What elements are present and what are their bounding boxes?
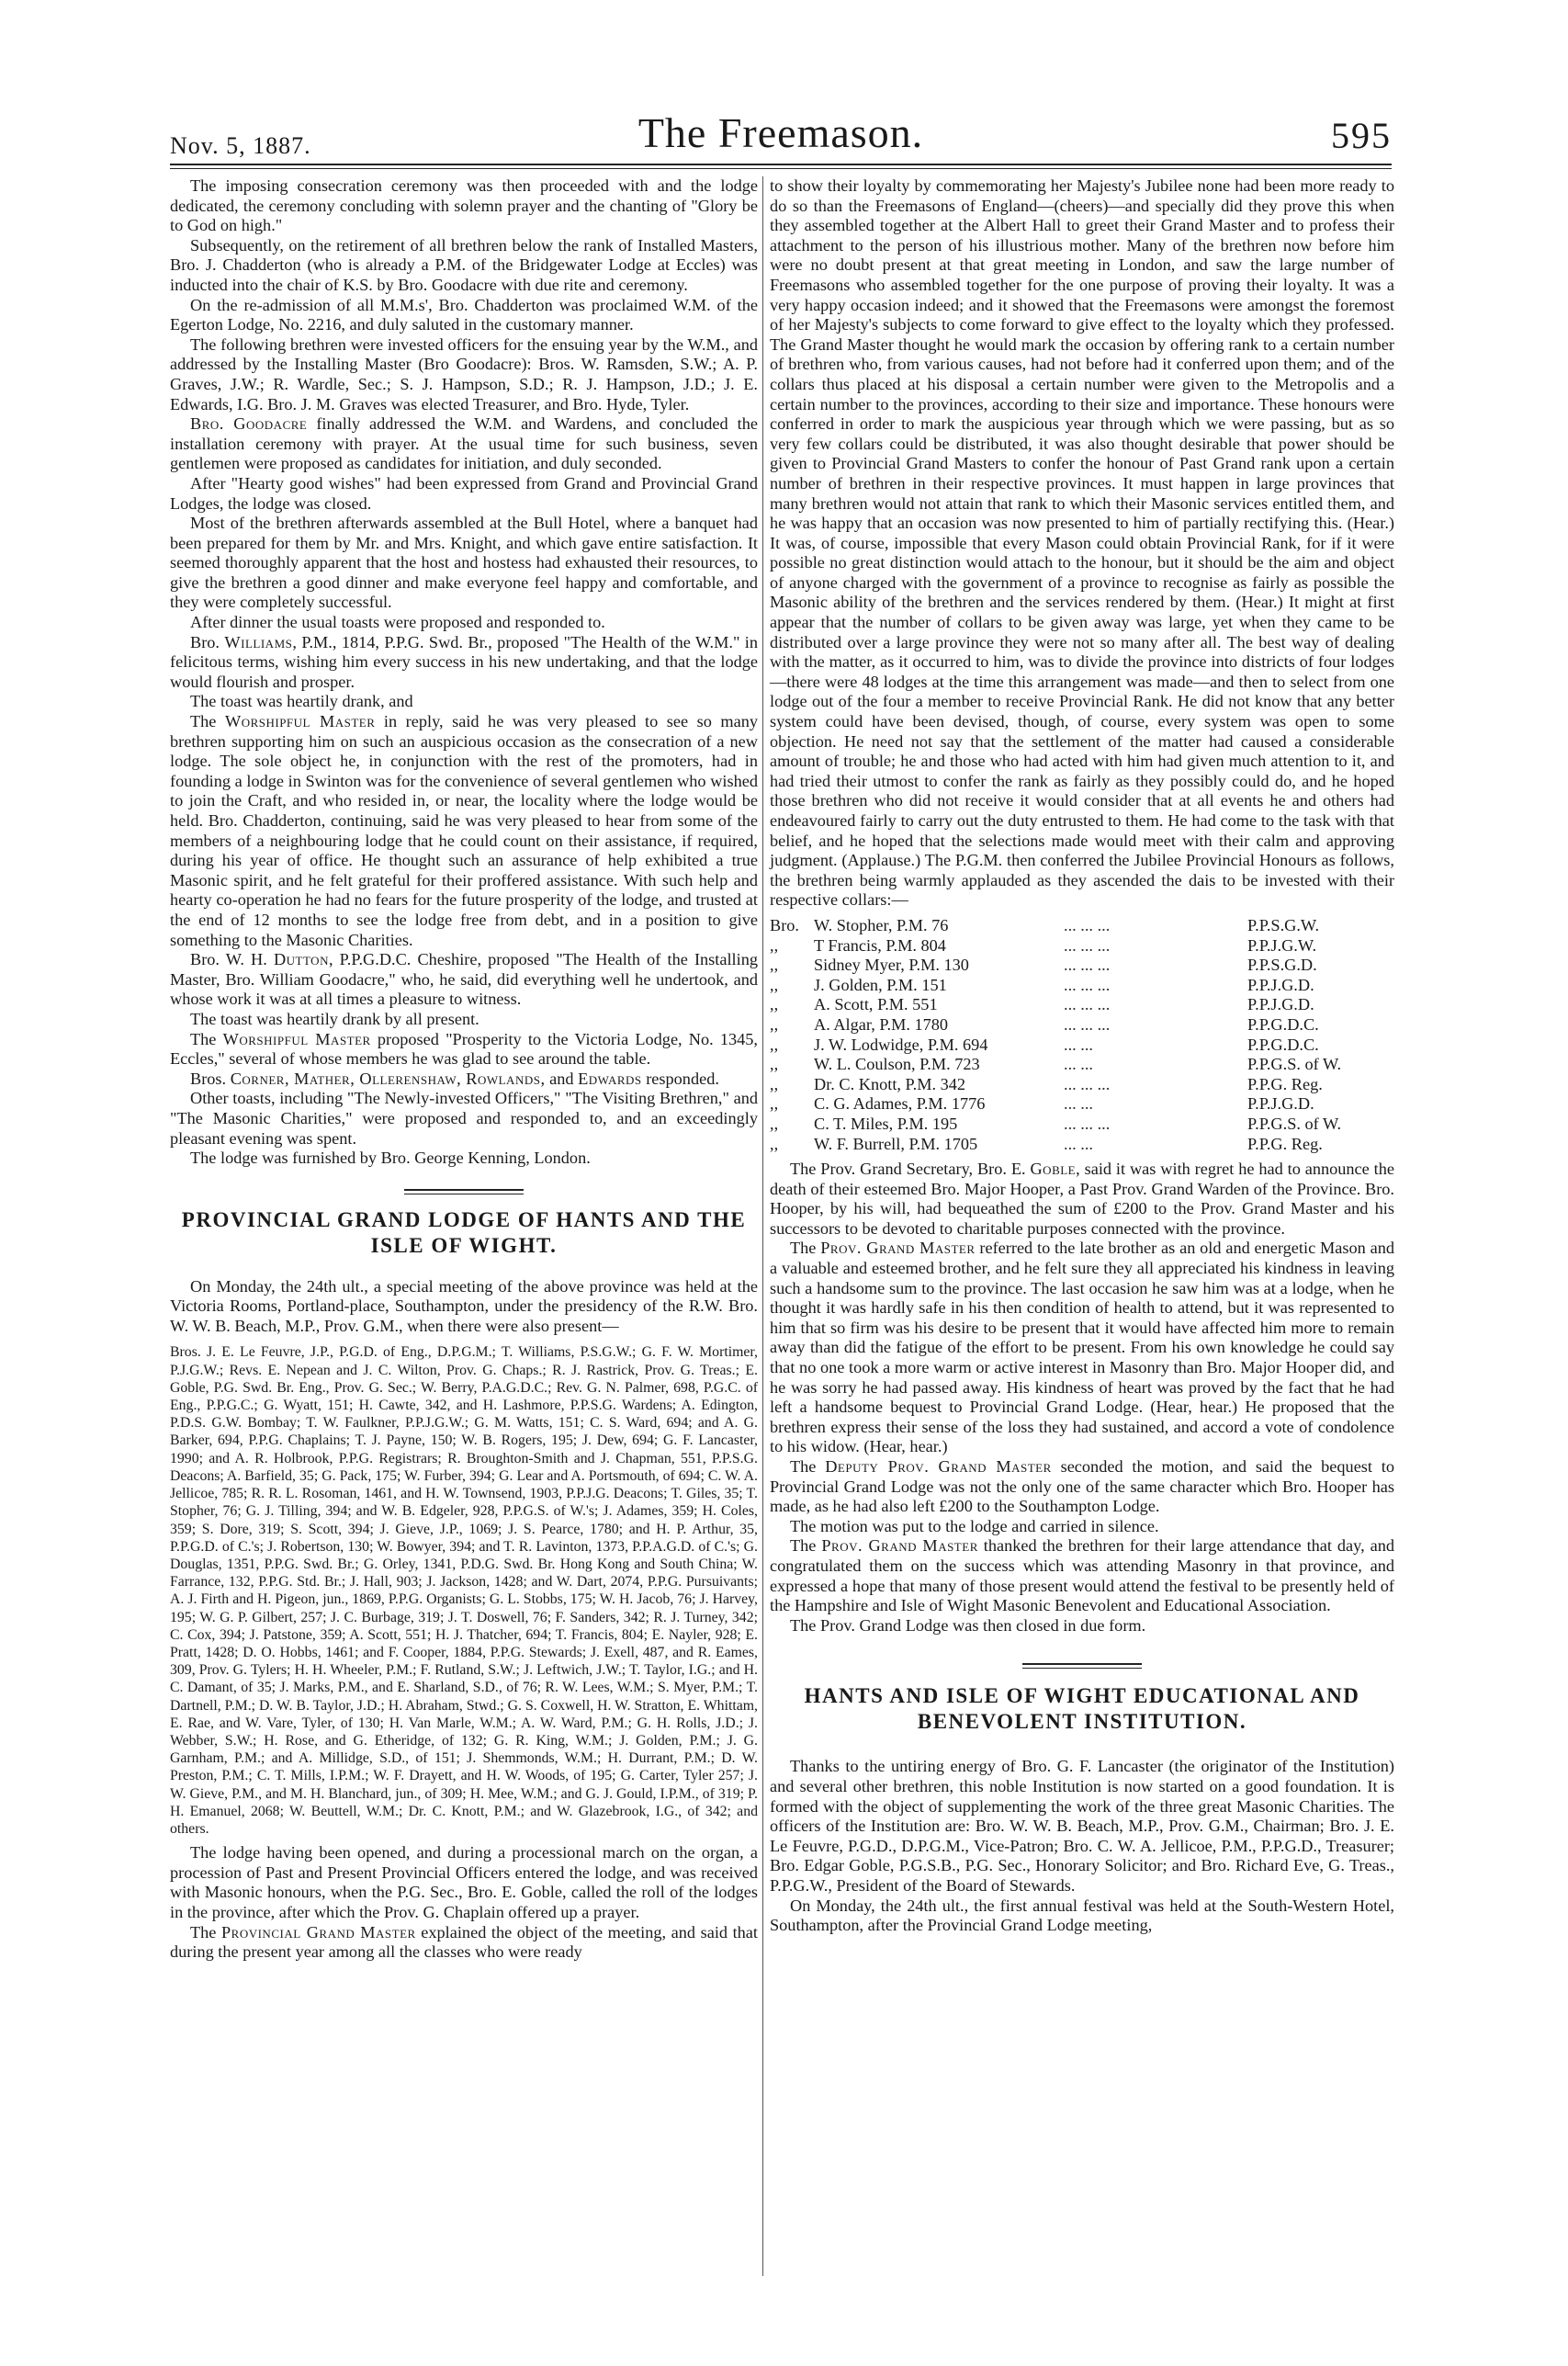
paragraph: The toast was heartily drank, and — [190, 692, 413, 711]
header-rule — [170, 164, 1392, 165]
honours-name: C. G. Adames, P.M. 1776 — [814, 1094, 986, 1114]
section-heading: HANTS AND ISLE OF WIGHT EDUCATIONAL AND BENEVOLENT INSTITUTION. — [804, 1684, 1360, 1734]
honours-prefix: ,, — [770, 1094, 779, 1114]
paragraph: The Prov. Grand Secretary, Bro. E. Goble, said it was with regret he had to announce the death of their esteemed Bro. Major Hooper, a Past Prov. Grand Warden of the Province. Bro. Hooper, by his will, had bequeathed the sum of £200 to the Prov. Grand Master and his successors to be devoted to charitable purposes connected with the province. — [770, 1160, 1394, 1238]
paragraph: The Prov. Grand Master referred to the late brother as an old and energetic Mason and a valuable and esteemed brother, and he felt sure they all appreciated his kindness in leaving such a handsome sum to the province. The last occasion he saw him was at a lodge, when he thought it was hardly safe in his then condition of health to attend, but it was represented to him that so firm was his desire to be present that it would have affected him more to remain away than did the fatigue of the effort to be present. From his own knowledge he could say that no one took a more warm or active interest in Masonry than Bro. Major Hooper did, and he was sorry he had passed away. His kindness of heart was proved by the fact that he had left a handsome bequest to Provincial Grand Lodge. (Hear, hear.) He proposed that the brethren express their sense of the loss they had sustained, and accord a vote of condolence to his widow. (Hear, hear.) — [770, 1239, 1394, 1456]
paragraph: Thanks to the untiring energy of Bro. G. F. Lancaster (the originator of the Institution) and several other brethren, this noble Institution is now started on a good foundation. It is formed with the object of supplementing the work of the three great Masonic Charities. The officers of the Institution are: Bro. W. W. B. Beach, M.P., Prov. G.M., Chairman; Bro. J. E. Le Feuvre, P.G.D., D.P.G.M., Vice-Patron; Bro. C. W. A. Jellicoe, P.M., P.P.G.D., Treasurer; Bro. Edgar Goble, P.G.S.B., P.G. Sec., Honorary Solicitor; and Bro. Richard Eve, G. Treas., P.P.G.W., President of the Board of Stewards. — [770, 1757, 1394, 1895]
paragraph: Bro. Williams, P.M., 1814, P.P.G. Swd. Br., proposed "The Health of the W.M." in felicitous terms, wishing him every success in his new undertaking, and that the lodge would flourish and prosper. — [170, 632, 759, 691]
honours-rank: P.P.G.S. of W. — [1247, 1114, 1342, 1133]
paragraph: The lodge was furnished by Bro. George Kenning, London. — [190, 1149, 591, 1168]
honours-leader: ... ... ... — [1064, 1014, 1111, 1034]
honours-rank: P.P.J.G.W. — [1247, 935, 1317, 955]
honours-row — [770, 1094, 1394, 1115]
paragraph: The Deputy Prov. Grand Master seconded the motion, and said the bequest to Provincial Grand Lodge was not the only one of the same character which Bro. Hooper has made, as he had also left £200 to the Southampton Lodge. — [770, 1457, 1395, 1516]
paragraph: Bro. W. H. Dutton, P.P.G.D.C. Cheshire, proposed "The Health of the Installing Master, Bro. William Goodacre," who, he said, did everything well he undertook, and whose work it was at all times a pleasure to witness. — [170, 950, 758, 1009]
paragraph: Other toasts, including "The Newly-invested Officers," "The Visiting Brethren," and "The Masonic Charities," were proposed and responded to, and an exceedingly pleasant evening was spent. — [170, 1089, 758, 1148]
honours-leader: ... ... ... — [1064, 975, 1111, 994]
masthead-title: The Freemason. — [637, 109, 924, 156]
paragraph: On Monday, the 24th ult., the first annual festival was held at the South-Western Hotel, Southampton, after the Provincial Grand Lodge meeting, — [770, 1896, 1394, 1935]
column-divider — [762, 176, 763, 2276]
honours-row — [770, 916, 1394, 936]
honours-row — [770, 1115, 1394, 1135]
honours-prefix: ,, — [770, 1035, 779, 1054]
honours-rank: P.P.S.G.W. — [1247, 915, 1320, 934]
honours-row — [770, 995, 1394, 1015]
left-column — [170, 176, 758, 1963]
section-divider — [1022, 1663, 1142, 1669]
honours-leader: ... ... ... — [1064, 935, 1111, 955]
paragraph: The Provincial Grand Master explained the object of the meeting, and said that during the present year among all the classes who were ready — [170, 1922, 759, 1962]
paragraph: On Monday, the 24th ult., a special meeting of the above province was held at the Victoria Rooms, Portland-place, Southampton, under the presidency of the R.W. Bro. W. W. B. Beach, M.P., Prov. G.M., when there were also present— — [170, 1276, 758, 1335]
honours-name: J. W. Lodwidge, P.M. 694 — [814, 1035, 988, 1054]
honours-prefix: ,, — [770, 1134, 779, 1153]
honours-rank: P.P.G.D.C. — [1247, 1035, 1319, 1054]
honours-name: W. F. Burrell, P.M. 1705 — [814, 1134, 978, 1153]
paragraph: The Worshipful Master in reply, said he was very pleased to see so many brethren supporting him on such an auspicious occasion as the consecration of a new lodge. The sole object he, in conjunction with the rest of the promoters, had in founding a lodge in Swinton was for the convenience of several gentlemen who wished to join the Craft, and who resided in, or near, the locality where the lodge would be held. Bro. Chadderton, continuing, said he was very pleased to hear from some of the members of a neighbouring lodge that he could count on their assistance, if required, during his year of office. He thought such an assurance of help exhibited a true Masonic spirit, and he felt grateful for their proffered assistance. With such help and hearty co-operation he had no fears for the future prosperity of the lodge, and trusted at the end of 12 months to see the lodge free from debt, and in a position to give something to the Masonic Charities. — [170, 712, 758, 949]
paragraph: After dinner the usual toasts were proposed and responded to. — [190, 613, 605, 632]
honours-rank: P.P.G. Reg. — [1247, 1134, 1323, 1153]
paragraph: Bros. Corner, Mather, Ollerenshaw, Rowlands, and Edwards responded. — [190, 1069, 719, 1088]
honours-name: A. Algar, P.M. 1780 — [814, 1014, 949, 1034]
honours-leader: ... ... ... — [1064, 995, 1111, 1014]
honours-row — [770, 1015, 1394, 1036]
honours-name: A. Scott, P.M. 551 — [814, 995, 938, 1014]
honours-prefix: ,, — [770, 935, 779, 955]
page-header — [170, 108, 1392, 164]
honours-name: Dr. C. Knott, P.M. 342 — [814, 1074, 966, 1093]
honours-rank: P.P.S.G.D. — [1247, 956, 1317, 975]
honours-list — [770, 916, 1394, 1154]
paragraph: The Prov. Grand Master thanked the brethren for their large attendance that day, and congratulated them on the success which was attending Masonry in that province, and expressed a hope that many of those present would attend the festival to be presently held of the Hampshire and Isle of Wight Masonic Benevolent and Educational Association. — [770, 1536, 1395, 1615]
honours-leader: ... ... — [1064, 1094, 1093, 1114]
honours-row — [770, 976, 1394, 996]
paragraph: The Prov. Grand Lodge was then closed in due form. — [790, 1615, 1146, 1635]
honours-row — [770, 956, 1394, 976]
honours-row — [770, 1036, 1394, 1056]
right-column — [770, 176, 1394, 1936]
honours-row — [770, 1075, 1394, 1095]
honours-name: W. Stopher, P.M. 76 — [814, 915, 949, 934]
honours-name: W. L. Coulson, P.M. 723 — [814, 1055, 980, 1074]
honours-prefix: ,, — [770, 1055, 779, 1074]
honours-leader: ... ... — [1064, 1035, 1093, 1054]
honours-name: C. T. Miles, P.M. 195 — [814, 1114, 958, 1133]
honours-leader: ... ... — [1064, 1134, 1093, 1153]
paragraph: The Worshipful Master proposed "Prosperity to the Victoria Lodge, No. 1345, Eccles," several of whose members he was glad to see around the table. — [170, 1029, 758, 1069]
honours-name: Sidney Myer, P.M. 130 — [814, 956, 969, 975]
honours-leader: ... ... ... — [1064, 956, 1111, 975]
paragraph: Most of the brethren afterwards assembled at the Bull Hotel, where a banquet had been prepared for them by Mr. and Mrs. Knight, and which gave entire satisfaction. It seemed thoroughly apparent that the host and hostess had exhausted their resources, to give the brethren a good dinner and make everyone feel happy and comfortable, and they were completely successful. — [170, 514, 758, 612]
paragraph: The toast was heartily drank by all present. — [190, 1009, 479, 1028]
honours-leader: ... ... — [1064, 1055, 1093, 1074]
honours-leader: ... ... ... — [1064, 1074, 1111, 1093]
honours-rank: P.P.J.G.D. — [1247, 995, 1314, 1014]
paragraph: The lodge having been opened, and during a processional march on the organ, a procession of Past and Present Provincial Officers entered the lodge, and was received with Masonic honours, when the P.G. Sec., Bro. E. Goble, called the roll of the lodges in the province, after which the Prov. G. Chaplain offered up a prayer. — [170, 1843, 758, 1921]
honours-name: T Francis, P.M. 804 — [814, 935, 946, 955]
honours-leader: ... ... ... — [1064, 915, 1111, 934]
honours-row — [770, 1135, 1394, 1155]
honours-prefix: ,, — [770, 975, 779, 994]
paragraph: The imposing consecration ceremony was then proceeded with and the lodge dedicated, the ceremony concluding with solemn prayer and the chanting of "Glory be to God on high." — [170, 176, 758, 235]
honours-prefix: ,, — [770, 1074, 779, 1093]
attendee-list: Bros. J. E. Le Feuvre, J.P., P.G.D. of Eng., D.P.G.M.; T. Williams, P.S.G.W.; G. F. W. Mortimer, P.J.G.W.; Revs. E. Nepean and J. C. Wilton, Prov. G. Chaps.; R. J. Rastrick, Prov. G. Treas.; E. Goble, P.G. Swd. Br. Eng., Prov. G. Sec.; W. Berry, P.A.G.D.C.; Rev. G. N. Palmer, 698, P.G.C. of Eng., P.P.G.C.; G. Wyatt, 151; H. Cawte, 342, and H. Lashmore, P.P.S.G. Wardens; A. Edington, P.D.S. G.W. Bombay; T. W. Faulkner, P.P.J.G.W.; G. M. Watts, 151; C. S. Ward, 694; and A. G. Barker, 694, P.P.G. Chaplains; T. J. Payne, 150; W. B. Rogers, 195; J. Dew, 694; G. F. Lancaster, 1990; and A. R. Holbrook, P.P.G. Registrars; R. Broughton-Smith and J. Chapman, 551, P.P.S.G. Deacons; A. Barfield, 35; G. Pack, 175; W. Furber, 394; G. Lear and A. Portsmouth, of 694; C. W. A. Jellicoe, 785; R. R. L. Rosoman, 1461, and H. W. Townsend, 1903, P.P.J.G. Deacons; T. Giles, 35; T. Stopher, 76; G. J. Tilling, 394; and W. B. Edgeler, 928, P.P.G.S. of W.'s; J. Adames, 359; H. Coles, 359; S. Dore, 319; S. Scott, 394; J. Gieve, J.P., 1069; J. S. Pearce, 1780; and H. P. Arthur, 35, P.P.G.D. of C.'s; J. Robertson, 130; W. Bowyer, 394; and T. R. Lavinton, 1373, P.P.A.G.D. of C.'s; G. Douglas, 1351, P.P.G. Swd. Br.; G. Orley, 1341, P.D.G. Swd. Br. Hong Kong and South China; W. Farrance, 132, P.P.G. Std. Br.; J. Hall, 903; J. Jackson, 1428; and W. Dart, 2074, P.P.G. Pursuivants; A. J. Firth and H. Pigeon, jun., 1869, P.P.G. Organists; G. L. Stobbs, 175; W. H. Jacob, 76; J. Harvey, 195; W. G. P. Gilbert, 257; J. C. Burbage, 319; J. T. Doswell, 76; F. Sanders, 342; R. J. Turney, 342; C. Cox, 394; J. Patstone, 359; A. Scott, 551; H. J. Thatcher, 694; T. Francis, 804; E. Nayler, 928; E. Pratt, 1428; D. O. Hobbs, 1461; and F. Cooper, 1884, P.P.G. Stewards; J. Exell, 487, and R. Eames, 309, Prov. G. Tylers; H. H. Wheeler, P.M.; F. Rutland, S.W.; J. Leftwich, J.W.; T. Taylor, I.G.; and H. C. Damant, of 35; J. Marks, P.M., and E. Sharland, S.D., of 76; R. W. Lees, W.M.; S. Myer, P.M.; T. Dartnell, P.M.; D. W. B. Taylor, J.D.; H. Abraham, Stwd.; G. S. Coxwell, H. W. Stratton, E. Whittam, E. Rae, and W. Vare, Tyler, of 130; H. Van Marle, W.M.; A. W. Ward, P.M.; G. H. Rolls, J.D.; J. Webber, S.W.; H. Rose, and G. Etheridge, of 132; G. R. King, W.M.; J. Golden, P.M.; J. G. Garnham, P.M.; and A. Millidge, S.D., of 151; J. Shemmonds, W.M.; H. Durrant, P.M.; D. W. Preston, P.M.; C. T. Mills, I.P.M.; W. F. Drayett, and H. W. Woods, of 195; G. Carter, Tyler 257; J. W. Gieve, P.M., and M. H. Blanchard, jun., of 309; H. Mee, W.M.; and G. J. Gould, I.P.M., of 319; P. H. Emanuel, 2068; W. Beuttell, W.M.; Dr. C. Knott, P.M.; and W. Glazebrook, I.G., of 342; and others. — [170, 1344, 758, 1837]
honours-prefix: ,, — [770, 1114, 779, 1133]
page-number: 595 — [1331, 115, 1392, 156]
paragraph: On the re-admission of all M.M.s', Bro. Chadderton was proclaimed W.M. of the Egerton Lodge, No. 2216, and duly saluted in the customary manner. — [170, 295, 758, 334]
honours-rank: P.P.G.D.C. — [1247, 1014, 1319, 1034]
paragraph: to show their loyalty by commemorating her Majesty's Jubilee none had been more ready to do so than the Freemasons of England—(cheers)—and specially did they prove this when they assembled together at the Albert Hall to greet their Grand Master and to profess their attachment to the person of his illustrious mother. Many of the brethren now before him were no doubt present at that great meeting in London, and saw the large number of Freemasons who assembled together for the one purpose of proving their loyalty. It was a very happy occasion indeed; and it showed that the Freemasons were amongst the foremost of her Majesty's subjects to come forward to give effect to the loyalty which they professed. The Grand Master thought he would mark the occasion by offering rank to a certain number of brethren who, from various causes, had not before had it conferred upon them; and of the collars thus placed at his disposal a certain number were given to the Metropolis and a certain number to the provinces, according to their size and importance. These honours were conferred in order to mark the auspicious year through which we were passing, but as so very few collars could be distributed, it was also thought desirable that power should be given to Provincial Grand Masters to confer the honour of Past Grand rank upon a certain number of brethren in their respective provinces. It must happen in large provinces that many brethren would not attain that rank to which their Masonic services entitled them, and he was happy that an occasion was now presented to him of partially rectifying this. (Hear.) It was, of course, impossible that every Mason could obtain Provincial Rank, for if it were possible no great distinction would attach to the honour, but it should be the aim and object of anyone charged with the government of a province to recognise as fairly as possible the Masonic ability of the brethren and the services rendered by them. (Hear.) It might at first appear that the number of collars to be given away was large, yet when they came to be distributed over a large province they were not so many after all. The best way of dealing with the matter, as it occurred to him, was to divide the province into districts of four lodges—there were 48 lodges at the time this arrangement was made—and then to select from one lodge out of the four a member to receive Provincial Rank. He did not know that any better system could have been devised, though, of course, every system was open to some objection. He need not say that the settlement of the matter had caused a considerable amount of trouble; he and those who had acted with him had given much attention to it, and had tried their utmost to confer the rank as fairly as they possibly could do, and he hoped those brethren who did not receive it would consider that at all events he and others had endeavoured fairly to carry out the duty entrusted to them. He had come to the task with that belief, and he hoped that the selections made would meet with their calm and approving judgment. (Applause.) The P.G.M. then conferred the Jubilee Provincial Honours as follows, the brethren being warmly applauded as they ascended the dais to be invested with their respective collars:— — [770, 176, 1394, 910]
honours-prefix: ,, — [770, 1014, 779, 1034]
header-rule-thin — [170, 168, 1392, 169]
honours-row — [770, 936, 1394, 957]
paragraph: Subsequently, on the retirement of all brethren below the rank of Installed Masters, Bro. J. Chadderton (who is already a P.M. of the Bridgewater Lodge at Eccles) was inducted into the chair of K.S. by Bro. Goodacre with due rite and ceremony. — [170, 235, 758, 294]
section-divider — [404, 1189, 524, 1194]
honours-prefix: Bro. — [770, 915, 799, 934]
issue-date: Nov. 5, 1887. — [170, 132, 311, 159]
paragraph: The following brethren were invested officers for the ensuing year by the W.M., and addressed by the Installing Master (Bro Goodacre): Bros. W. Ramsden, S.W.; A. P. Graves, J.W.; R. Wardle, Sec.; S. J. Hampson, S.D.; R. J. Hampson, J.D.; J. E. Edwards, I.G. Bro. J. M. Graves was elected Treasurer, and Bro. Hyde, Tyler. — [170, 334, 758, 413]
honours-leader: ... ... ... — [1064, 1114, 1111, 1133]
honours-row — [770, 1055, 1394, 1075]
honours-rank: P.P.G. Reg. — [1247, 1074, 1323, 1093]
section-heading: PROVINCIAL GRAND LODGE OF HANTS AND THE ISLE OF WIGHT. — [181, 1207, 747, 1257]
honours-rank: P.P.J.G.D. — [1247, 975, 1314, 994]
honours-name: J. Golden, P.M. 151 — [814, 975, 947, 994]
honours-rank: P.P.J.G.D. — [1247, 1094, 1314, 1114]
paragraph: Bro. Goodacre finally addressed the W.M. and Wardens, and concluded the installation ceremony with prayer. At the usual time for such business, seven gentlemen were proposed as candidates for initiation, and duly seconded. — [170, 414, 758, 473]
honours-prefix: ,, — [770, 995, 779, 1014]
paragraph: The motion was put to the lodge and carried in silence. — [790, 1516, 1159, 1535]
honours-prefix: ,, — [770, 956, 779, 975]
paragraph: After "Hearty good wishes" had been expressed from Grand and Provincial Grand Lodges, the lodge was closed. — [170, 473, 758, 513]
honours-rank: P.P.G.S. of W. — [1247, 1055, 1342, 1074]
